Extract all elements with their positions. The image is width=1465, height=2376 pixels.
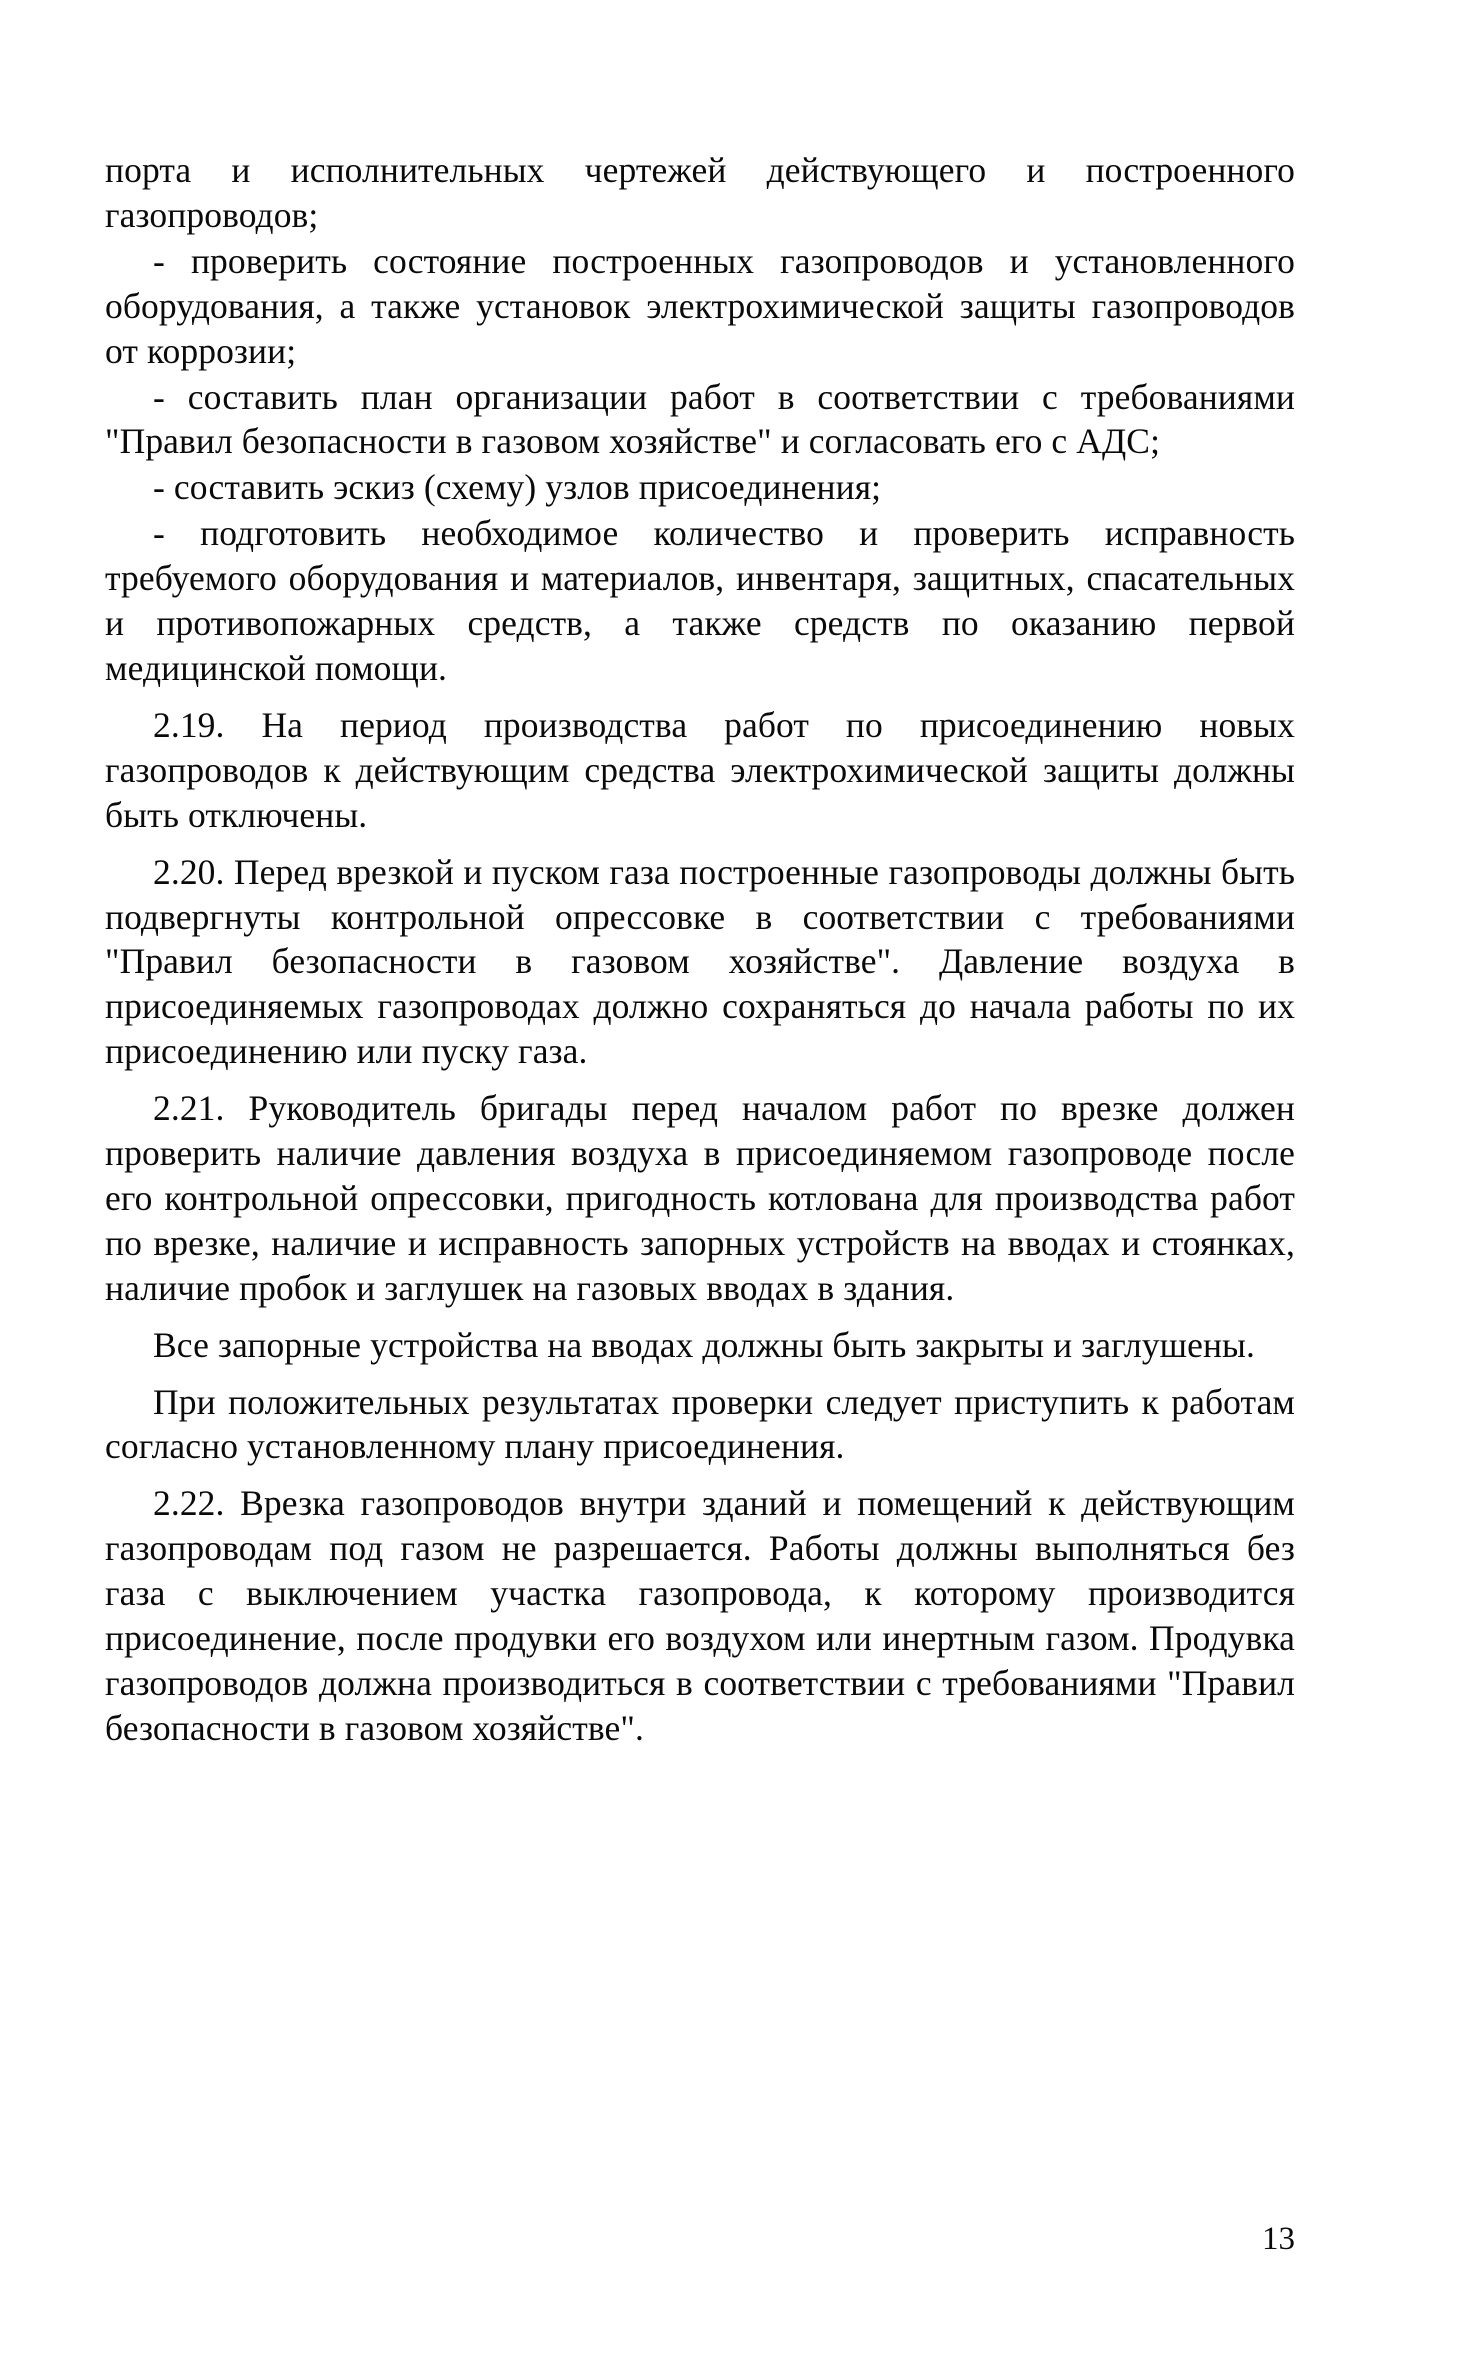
list-item: - составить эскиз (схему) узлов присоединения; [153,467,882,508]
page-number: 13 [1262,2221,1295,2257]
list-item: - подготовить необходимое количество и проверить исправность требуемого оборудования и материалов, инвентаря, защитных, спасательных и противопожарных средств, а также средств по оказанию первой медицинской помощи. [105,513,1295,688]
list-item: - проверить состояние построенных газопроводов и установленного оборудования, а также установок электрохимической защиты газопроводов от коррозии; [105,240,1295,371]
page-body-text [105,148,1295,1751]
paragraph-continuation: порта и исполнительных чертежей действующего и построенного газопроводов; [105,150,1295,235]
clause-2-21: 2.21. Руководитель бригады перед началом работ по врезке должен проверить наличие давления воздуха в присоединяемом газопроводе после его контрольной опрессовки, пригодность котлована для производства работ по врезке, наличие и исправность запорных устройств на вводах и стоянках, наличие пробок и заглушек на газовых вводах в здания. [105,1088,1295,1308]
paragraph-positive-results: При положительных результатах проверки следует приступить к работам согласно установленному плану присоединения. [105,1381,1295,1467]
paragraph-shutoff-devices: Все запорные устройства на вводах должны быть закрыты и заглушены. [153,1324,1255,1365]
list-item: - составить план организации работ в соответствии с требованиями "Правил безопасности в газовом хозяйстве" и согласовать его с АДС; [105,376,1295,462]
clause-2-20: 2.20. Перед врезкой и пуском газа построенные газопроводы должны быть подвергнуты контрольной опрессовке в соответствии с требованиями "Правил безопасности в газовом хозяйстве". Давление воздуха в присоединяемых газопроводах должно сохраняться до начала работы по их присоединению или пуску газа. [105,851,1295,1072]
clause-2-19: 2.19. На период производства работ по присоединению новых газопроводов к действующим средства электрохимической защиты должны быть отключены. [105,704,1295,835]
clause-2-22: 2.22. Врезка газопроводов внутри зданий и помещений к действующим газопроводам под газом не разрешается. Работы должны выполняться без газа с выключением участка газопровода, к которому производится присоединение, после продувки его воздухом или инертным газом. Продувка газопроводов должна производиться в соответствии с требованиями "Правил безопасности в газовом хозяйстве". [105,1483,1295,1748]
